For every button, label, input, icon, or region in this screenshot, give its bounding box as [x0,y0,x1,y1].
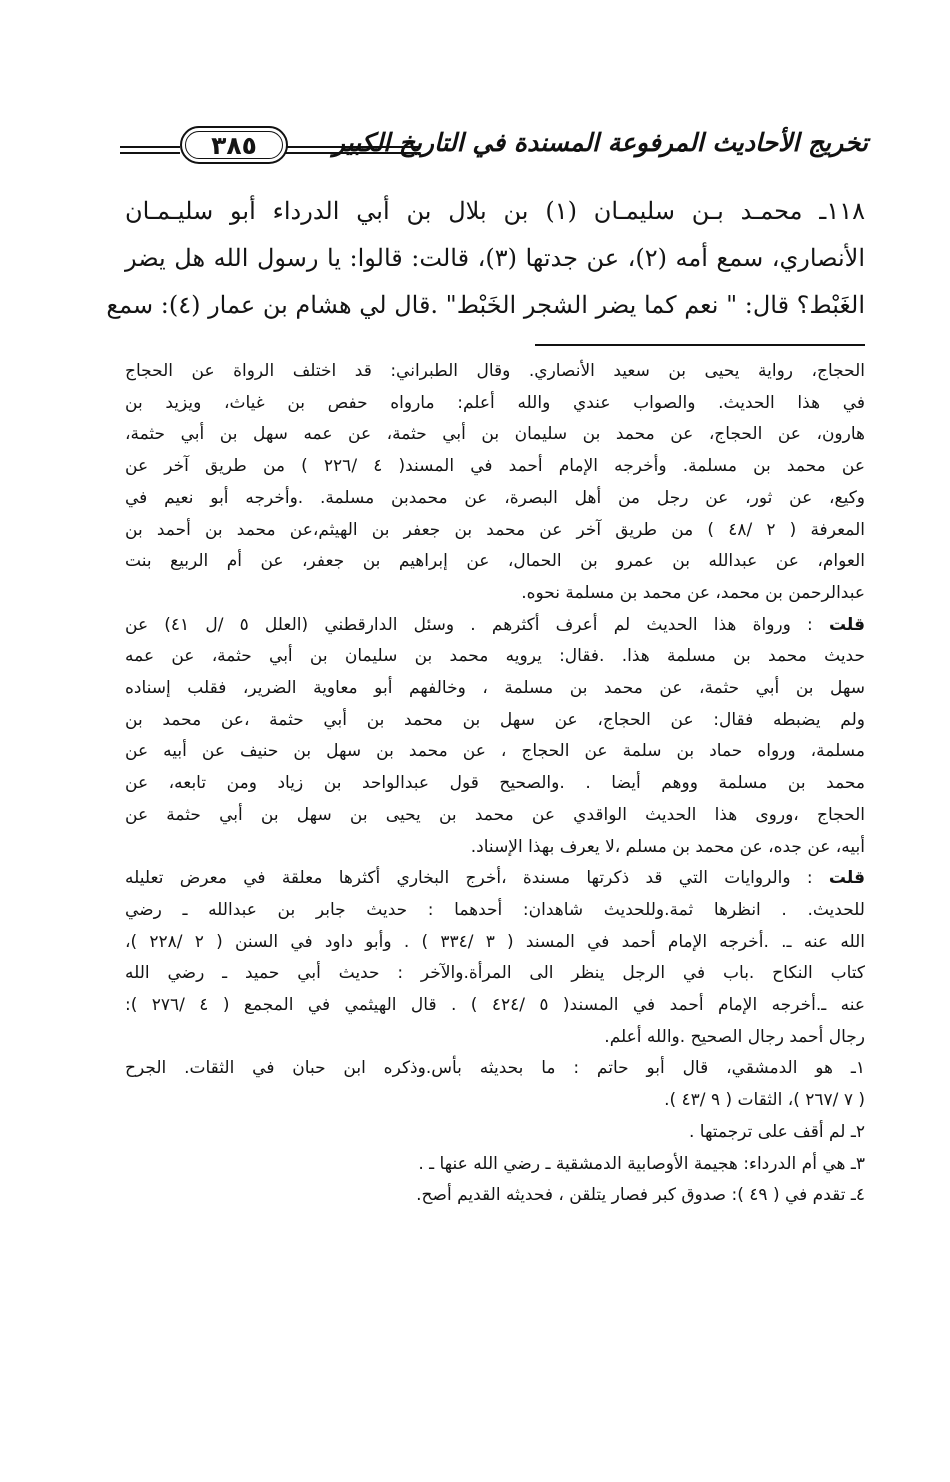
footnote-1-line: ( ٧ /٢٦٧ )، الثقات ( ٩ /٤٣ ). [664,1090,865,1111]
footnote-1-line: ١ـ هو الدمشقي، قال أبو حاتم : ما بحديثه بأس.وذكره ابن حبان في الثقات. الجرح [125,1058,865,1079]
footnote-line: سهل بن أبي حثمة، عن محمد بن مسلمة ، وخالفهم أبو معاوية الضرير، فقلب إسناده [125,678,865,699]
footnote-line: أبيه، عن جده، عن محمد بن مسلم ،لا يعرف بهذا الإسناد. [470,836,865,857]
footnote-separator [535,344,865,346]
footnote-line: مسلمة، ورواه حماد بن سلمة عن الحجاج ، عن محمد بن سهل بن حنيف عن أبيه عن [125,741,865,762]
footnote-3: ٣ـ هي أم الدرداء: هجيمة الأوصابية الدمشقية ـ رضي الله عنها ـ . [418,1153,865,1174]
footnote-paragraph-qult-1 [125,610,865,864]
footnote-line: رجال أحمد رجال الصحيح .والله أعلم. [604,1026,865,1047]
footnote-line: محمد بن مسلمة ووهم أيضا . .والصحيح قول عبدالواحد بن زياد ومن تابعه، عن [125,773,865,794]
footnote-paragraph-qult-2 [125,863,865,1053]
header-rule-left [120,146,180,154]
footnote-line: في هذا الحديث. والصواب عندي والله أعلم: مارواه حفص بن غياث، ويزيد بن [125,392,865,413]
footnote-line: عن محمد بن مسلمة. وأخرجه الإمام أحمد في المسند( ٤ /٢٢٦ ) من طريق آخر عن [125,456,865,477]
book-title: تخريج الأحاديث المرفوعة المسندة في التاريخ الكبير [332,128,868,157]
footnote-line-text: : ورواة هذا الحديث لم أعرف أكثرهم . وسئل الدارقطني (العلل ٥ /ل ٤١) عن [125,614,813,635]
footnote-line-text: : والروايات التي قد ذكرتها مسندة ،أخرج البخاري أكثرها معلقة في معرض تعليله [125,868,813,889]
footnote-paragraph-continuation [125,356,865,610]
footnote-line: ولم يضبطه فقال: عن الحجاج، عن سهل بن محمد بن أبي حثمة ،عن محمد بن [125,709,865,730]
main-line: الأنصاري، سمع أمه (٢)، عن جدتها (٣)، قالت: قالوا: يا رسول الله هل يضر [125,244,866,272]
page-number-badge [180,126,288,164]
footnote-line: وكيع، عن ثور، عن رجل من أهل البصرة، عن محمدبن مسلمة. .وأخرجه أبو نعيم في [125,487,865,508]
footnote-line: الله عنه ـ. .أخرجه الإمام أحمد في المسند ( ٣ /٣٣٤ ) . وأبو داود في السنن ( ٢ /٢٢٨ )، [125,931,866,952]
footnote-line: كتاب النكاح .باب في الرجل ينظر الى المرأة.والآخر : حديث أبي حميد ـ رضي الله [125,963,865,984]
footnote-line: للحديث. . انظرها ثمة.وللحديث شاهدان: أحدهما : حديث جابر بن عبدالله ـ رضي [125,899,865,920]
page-number: ٣٨٥ [211,130,257,160]
footnote-line: الحجاج، رواية يحيى بن سعيد الأنصاري. وقال الطبراني: قد اختلف الرواة عن الحجاج [125,361,865,381]
footnote-line: الحجاج ،وروى هذا الحديث الواقدي عن محمد بن يحيى بن سهل بن أبي حثمة عن [125,804,865,825]
footnote-line: عنه ـ.أخرجه الإمام أحمد في المسند( ٥ /٤٢٤ ) . قال الهيثمي في المجمع ( ٤ /٢٧٦ ): [125,995,865,1016]
footnote-2: ٢ـ لم أقف على ترجمتها . [688,1121,865,1142]
footnote-4: ٤ـ تقدم في ( ٤٩ ): صدوق كبر فصار يتلقن ، فحديثه القديم أصح. [416,1185,865,1206]
footnote-line: العوام، عن عبدالله بن عمرو بن الحمال، عن إبراهيم بن جعفر، عن أم الربيع بنت [125,551,865,572]
running-header [120,118,868,178]
footnote-line [125,863,865,895]
qult-keyword: قلت [828,614,866,635]
numbered-footnotes [125,1053,865,1212]
footnotes [125,356,865,1212]
main-line: الغَبْط؟ قال: " نعم كما يضر الشجر الخَبْط" .قال لي هشام بن عمار (٤): سمع [106,291,865,319]
hadith-text [106,188,866,329]
qult-keyword: قلت [828,868,865,889]
footnote-line: المعرفة ( ٢ /٤٨ ) من طريق آخر عن محمد بن جعفر بن الهيثم،عن محمد بن أحمد بن [125,519,866,540]
footnote-line: هارون، عن الحجاج، عن محمد بن سليمان بن أبي حثمة، عن عمه سهل بن أبي حثمة، [125,424,865,445]
header-rule-right [285,146,420,154]
main-line: ١١٨ـ محمـد بـن سليمـان (١) بن بلال بن أبي الدرداء أبو سليـمـان [125,197,865,225]
footnote-line: حديث محمد بن مسلمة هذا. .فقال: يرويه محمد بن سليمان بن أبي حثمة، عن عمه [125,646,865,667]
footnote-line: عبدالرحمن بن محمد، عن محمد بن مسلمة نحوه. [521,582,865,603]
footnote-line [125,610,865,642]
